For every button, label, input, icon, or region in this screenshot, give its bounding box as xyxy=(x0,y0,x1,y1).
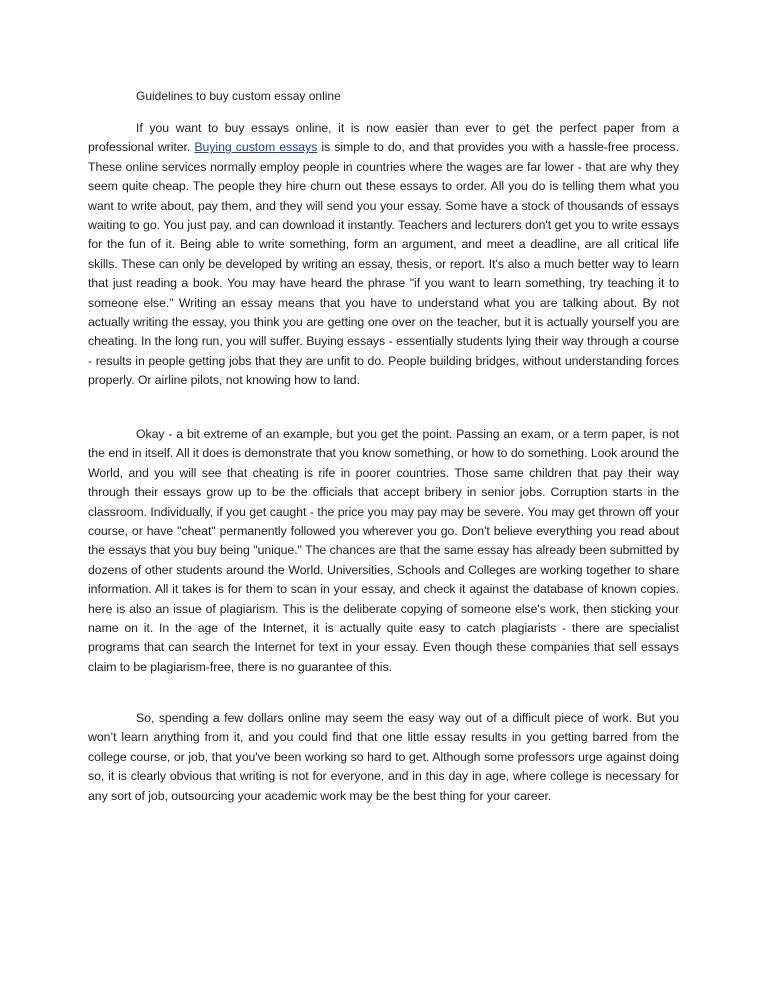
paragraph-1 xyxy=(88,119,679,391)
paragraph-1-text-end: is simple to do, and that provides you with a hassle-free process. These online services normally employ people in countries where the wages are far lower - that are why they seem quite cheap. The people they hire churn out these essays to order. All you do is telling them what you want to write about, pay them, and they will send you your essay. Some have a stock of thousands of essays waiting to go. You just pay, and can download it instantly. Teachers and lecturers don't get you to write essays for the fun of it. Being able to write something, form an argument, and meet a deadline, are all critical life skills. These can only be developed by writing an essay, thesis, or report. It's also a much better way to learn that just reading a book. You may have heard the phrase "if you want to learn something, try teaching it to someone else." Writing an essay means that you have to understand what you are talking about. By not actually writing the essay, you think you are getting one over on the teacher, but it is actually yourself you are cheating. In the long run, you will suffer. Buying essays - essentially students lying their way through a course - results in people getting jobs that they are unfit to do. People building bridges, without understanding forces properly. Or airline pilots, not knowing how to land. xyxy=(88,140,679,388)
paragraph-2: Okay - a bit extreme of an example, but you get the point. Passing an exam, or a term paper, is not the end in itself. All it does is demonstrate that you know something, or how to do something. Look around the World, and you will see that cheating is rife in poorer countries. Those same children that pay their way through their essays grow up to be the officials that accept bribery in senior jobs. Corruption starts in the classroom. Individually, if you get caught - the price you may pay may be severe. You may get thrown off your course, or have "cheat" permanently followed you wherever you go. Don't believe everything you read about the essays that you buy being "unique." The chances are that the same essay has already been submitted by dozens of other students around the World. Universities, Schools and Colleges are working together to share information. All it takes is for them to scan in your essay, and check it against the database of known copies. here is also an issue of plagiarism. This is the deliberate copying of someone else's work, then sticking your name on it. In the age of the Internet, it is actually quite easy to catch plagiarists - there are specialist programs that can search the Internet for text in your essay. Even though these companies that sell essays claim to be plagiarism-free, there is no guarantee of this. xyxy=(88,427,679,674)
buying-custom-essays-link[interactable]: Buying custom essays xyxy=(194,140,318,155)
paragraph-3: So, spending a few dollars online may seem the easy way out of a difficult piece of work. But you won’t learn anything from it, and you could find that one little essay results in you getting barred from the college course, or job, that you've been working so hard to get. Although some professors urge against doing so, it is clearly obvious that writing is not for everyone, and in this day in age, where college is necessary for any sort of job, outsourcing your academic work may be the best thing for your career. xyxy=(88,711,679,803)
paragraph-1-text-start: If you want to buy essays online, it is now easier than ever to get the perfect paper from a professional writer. xyxy=(88,121,679,155)
document-title: Guidelines to buy custom essay online xyxy=(136,89,341,103)
